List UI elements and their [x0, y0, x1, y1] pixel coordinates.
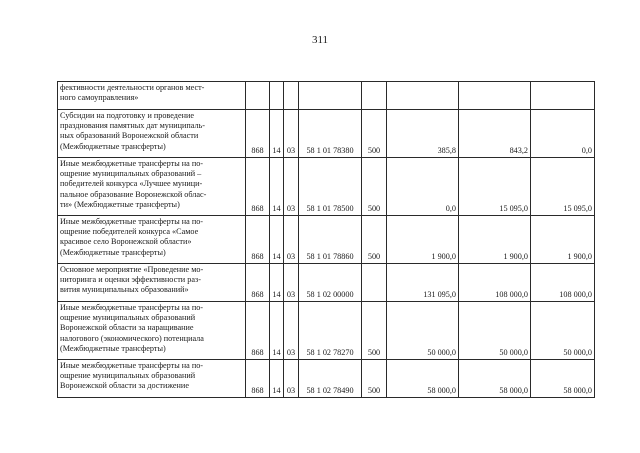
row-name-line: ниторинга и оценки эффективности раз- [60, 275, 201, 285]
amount-cell-2: 15 095,0 [459, 158, 531, 216]
rz-cell: 14 [270, 158, 284, 216]
vr-cell: 500 [362, 216, 387, 264]
row-name-line: (Межбюджетные трансферты) [60, 247, 166, 257]
gr-cell: 868 [246, 360, 270, 398]
pr-cell: 03 [284, 110, 299, 158]
gr-cell: 868 [246, 216, 270, 264]
pr-cell: 03 [284, 216, 299, 264]
csr-cell: 58 1 02 00000 [299, 264, 362, 302]
row-name-line: Воронежской области за наращивание [60, 323, 194, 333]
vr-cell: 500 [362, 302, 387, 360]
row-name-line: фективности деятельности органов мест- [60, 83, 205, 92]
row-name-line: Иные межбюджетные трансферты на по- [60, 303, 204, 312]
amount-cell-2: 50 000,0 [459, 302, 531, 360]
amount-cell-1: 1 900,0 [387, 216, 459, 264]
page-number: 311 [311, 34, 329, 46]
budget-table [57, 81, 595, 398]
amount-cell-1: 50 000,0 [387, 302, 459, 360]
amount-cell-3: 1 900,0 [531, 216, 595, 264]
row-name-line: Субсидии на подготовку и проведение [60, 111, 194, 120]
row-name-line: Иные межбюджетные трансферты на по- [60, 217, 204, 226]
row-name-line: ти» (Межбюджетные трансферты) [60, 199, 180, 209]
rz-cell: 14 [270, 216, 284, 264]
amount-cell-3: 0,0 [531, 110, 595, 158]
row-name-cell [58, 82, 246, 110]
table-row [58, 82, 595, 110]
csr-cell: 58 1 01 78500 [299, 158, 362, 216]
rz-cell: 14 [270, 110, 284, 158]
amount-cell-3: 108 000,0 [531, 264, 595, 302]
amount-cell-3: 15 095,0 [531, 158, 595, 216]
row-name-line: ощрение муниципальных образований – [60, 169, 202, 179]
pr-cell: 03 [284, 158, 299, 216]
row-name-line: ощрение победителей конкурса «Самое [60, 227, 199, 237]
row-name-cell [58, 216, 246, 264]
row-name-cell [58, 110, 246, 158]
pr-cell [284, 82, 299, 110]
row-name-line: победителей конкурса «Лучшее муници- [60, 179, 203, 189]
row-name-line: ных образований Воронежской области [60, 131, 199, 141]
amount-cell-2: 58 000,0 [459, 360, 531, 398]
csr-cell [299, 82, 362, 110]
row-name-line: ощрение муниципальных образований [60, 371, 196, 381]
table-row [58, 158, 595, 216]
gr-cell: 868 [246, 110, 270, 158]
gr-cell: 868 [246, 264, 270, 302]
row-name-line: ного самоуправления» [60, 93, 139, 103]
row-name-cell [58, 264, 246, 302]
rz-cell: 14 [270, 302, 284, 360]
row-name-line: Основное мероприятие «Проведение мо- [60, 265, 204, 274]
row-name-line: красивое село Воронежской области» [60, 237, 192, 247]
csr-cell: 58 1 01 78860 [299, 216, 362, 264]
row-name-line: пальное образование Воронежской облас- [60, 189, 207, 199]
row-name-line: (Межбюджетные трансферты) [60, 141, 166, 151]
row-name-line: Иные межбюджетные трансферты на по- [60, 361, 204, 370]
amount-cell-3 [531, 82, 595, 110]
amount-cell-1: 385,8 [387, 110, 459, 158]
table-body [58, 82, 595, 398]
amount-cell-1: 58 000,0 [387, 360, 459, 398]
row-name-cell [58, 302, 246, 360]
amount-cell-3: 50 000,0 [531, 302, 595, 360]
gr-cell [246, 82, 270, 110]
amount-cell-2 [459, 82, 531, 110]
vr-cell: 500 [362, 158, 387, 216]
row-name-line: (Межбюджетные трансферты) [60, 343, 166, 353]
amount-cell-2: 843,2 [459, 110, 531, 158]
vr-cell [362, 82, 387, 110]
vr-cell: 500 [362, 360, 387, 398]
rz-cell [270, 82, 284, 110]
amount-cell-1: 0,0 [387, 158, 459, 216]
row-name-line: налогового (экономического) потенциала [60, 333, 204, 343]
row-name-line: ощрение муниципальных образований [60, 313, 196, 323]
csr-cell: 58 1 02 78270 [299, 302, 362, 360]
row-name-cell [58, 158, 246, 216]
row-name-line: Воронежской области за достижение [60, 381, 189, 391]
table-row [58, 360, 595, 398]
gr-cell: 868 [246, 158, 270, 216]
amount-cell-3: 58 000,0 [531, 360, 595, 398]
rz-cell: 14 [270, 264, 284, 302]
amount-cell-2: 1 900,0 [459, 216, 531, 264]
row-name-line: Иные межбюджетные трансферты на по- [60, 159, 204, 168]
table-row [58, 216, 595, 264]
amount-cell-2: 108 000,0 [459, 264, 531, 302]
gr-cell: 868 [246, 302, 270, 360]
pr-cell: 03 [284, 360, 299, 398]
vr-cell [362, 264, 387, 302]
csr-cell: 58 1 02 78490 [299, 360, 362, 398]
amount-cell-1 [387, 82, 459, 110]
rz-cell: 14 [270, 360, 284, 398]
table-row [58, 110, 595, 158]
table-row [58, 302, 595, 360]
table-row [58, 264, 595, 302]
pr-cell: 03 [284, 302, 299, 360]
csr-cell: 58 1 01 78380 [299, 110, 362, 158]
row-name-line: вития муниципальных образований» [60, 285, 189, 295]
amount-cell-1: 131 095,0 [387, 264, 459, 302]
pr-cell: 03 [284, 264, 299, 302]
row-name-cell [58, 360, 246, 398]
row-name-line: празднования памятных дат муниципаль- [60, 121, 206, 131]
vr-cell: 500 [362, 110, 387, 158]
